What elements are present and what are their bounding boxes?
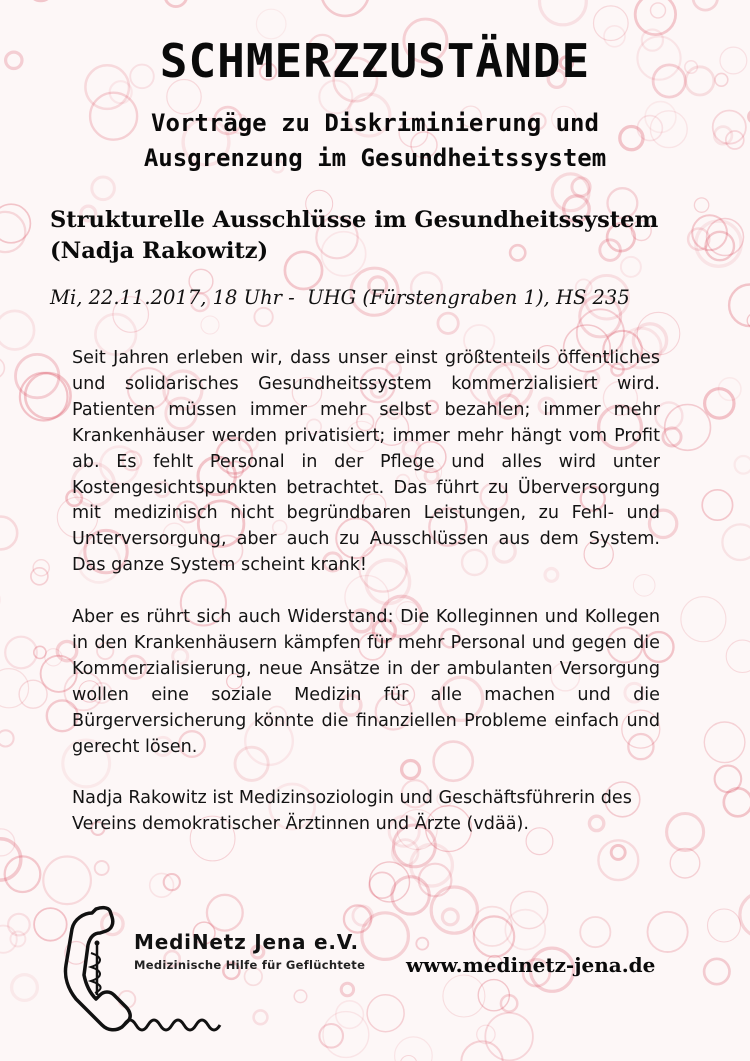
talk-title — [50, 205, 730, 267]
org-name: MediNetz Jena e.V. — [134, 930, 359, 954]
talk-description — [72, 346, 660, 864]
event-date-location: Mi, 22.11.2017, 18 Uhr - UHG (Fürstengraben 1), HS 235 — [50, 286, 630, 309]
website-link[interactable]: www.medinetz-jena.de — [406, 953, 656, 977]
org-tagline: Medizinische Hilfe für Geflüchtete — [134, 958, 366, 972]
description-paragraph-1: Seit Jahren erleben wir, dass unser einst größtenteils öffentliches und solidarisches Gesundheitssystem kommerzialisiert wird. Patienten müssen immer mehr selbst bezahlen; immer mehr Krankenhäuser werden privatisiert; immer mehr hängt vom Profit ab. Es fehlt Personal in der Pflege und alles wird unter Kostengesichtspunkten betrachtet. Das führt zu Überversorgung mit medizinisch nicht begründbaren Leistungen, zu Fehl- und Unterversorgung, aber auch zu Ausschlüssen aus dem System. Das ganze System scheint krank! — [72, 348, 660, 576]
talk-speaker: (Nadja Rakowitz) — [50, 238, 269, 264]
subtitle-line-1: Vorträge zu Diskriminierung und — [151, 109, 599, 137]
speaker-bio-paragraph: Nadja Rakowitz ist Medizinsoziologin und Geschäftsführerin des Vereins demokratischer Ärztinnen und Ärzte (vdää). — [72, 788, 632, 835]
talk-title-line-1: Strukturelle Ausschlüsse im Gesundheitssystem — [50, 207, 659, 233]
poster-title: SCHMERZZUSTÄNDE — [159, 34, 591, 88]
poster-subtitle — [0, 106, 750, 176]
description-paragraph-2: Aber es rührt sich auch Widerstand: Die Kolleginnen und Kollegen in den Krankenhäusern kämpfen für mehr Personal und gegen die Kommerzialisierung, neue Ansätze in der ambulanten Versorgung wollen eine soziale Medizin für alle machen und die Bürgerversicherung könnte die finanziellen Probleme einfach und gerecht lösen. — [72, 607, 660, 757]
subtitle-line-2: Ausgrenzung im Gesundheitssystem — [143, 144, 607, 172]
